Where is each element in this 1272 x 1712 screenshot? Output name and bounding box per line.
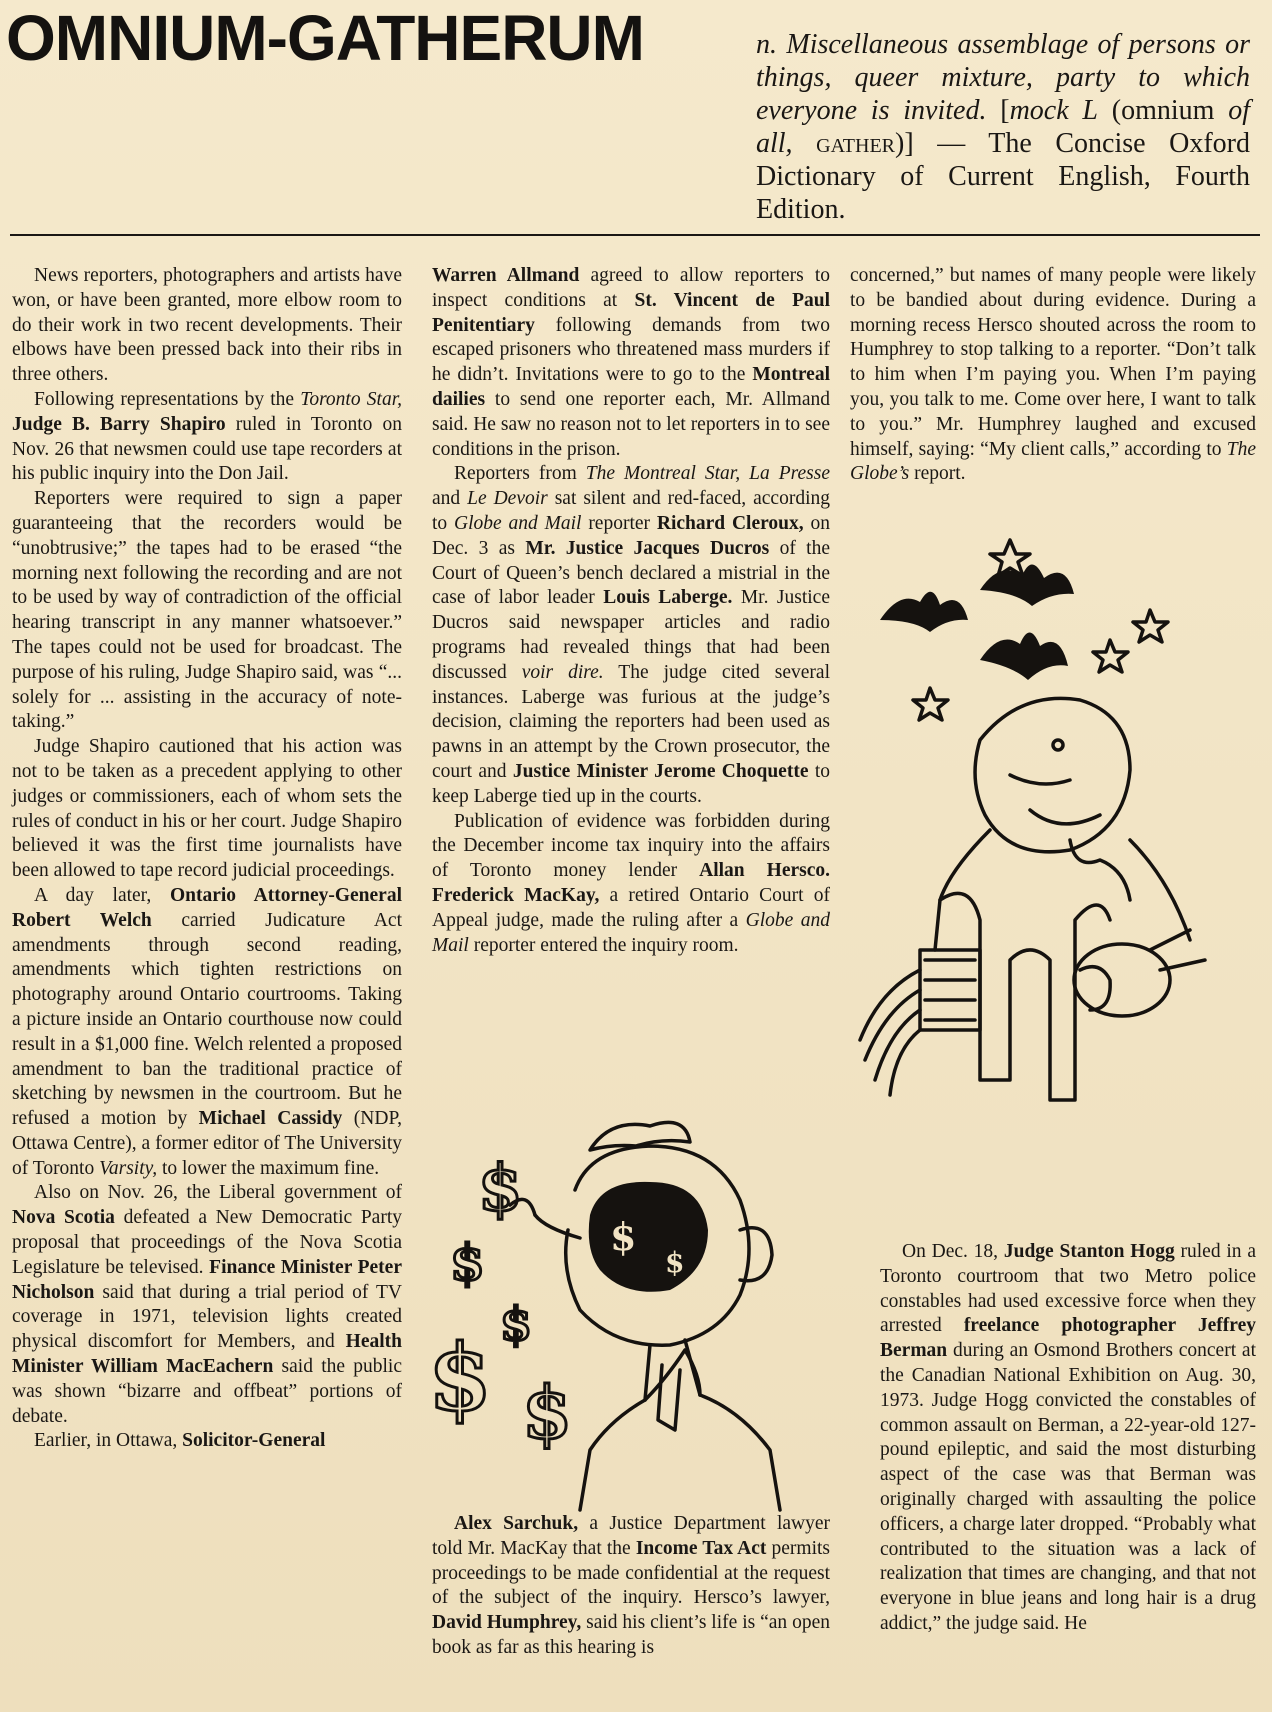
dollar-sign: $ (450, 1233, 485, 1292)
mouth-dollar-sign: $ (665, 1246, 685, 1279)
accordion-player-cartoon (860, 540, 1260, 1200)
paragraph: Also on Nov. 26, the Liberal government of Nova Scotia defeated a New Democratic Party proposal that proceedings of the Nova Scotia Legislature be televised. Finance Minister Peter Nicholson said that during a trial period of TV coverage in 1971, television lights created physical discomfort for Members, and Health Minister William MacEachern said the public was shown “bizarre and offbeat” portions of debate. (12, 1182, 402, 1427)
header-rule (10, 234, 1260, 236)
etym-close: )] (895, 128, 914, 159)
paragraph: A day later, Ontario Attorney-General Robert Welch carried Judicature Act amendments through second reading, amendments which tighten restrictions on photography around Ontario courtrooms. Taking a picture inside an Ontario courthouse now could result in a $1,000 fine. Welch relented a proposed amendment to ban the traditional practice of sketching by newsmen in the courtroom. But he refused a motion by Michael Cassidy (NDP, Ottawa Centre), a former editor of The University of Toronto Varsity, to lower the maximum fine. (12, 884, 402, 1179)
star-icon (990, 540, 1030, 576)
masthead-title: OMNIUM-GATHERUM (6, 2, 644, 74)
etym-mock: mock L (1009, 95, 1099, 126)
definition-source: — The Concise Oxford Dictionary of Current English, Fourth Edition. (756, 128, 1251, 225)
paragraph: Earlier, in Ottawa, Solicitor-General (34, 1430, 326, 1452)
paragraph: Warren Allmand agreed to allow reporters to inspect conditions at St. Vincent de Paul Penitentiary following demands from two escaped prisoners who threatened mass murders if he didn’t. Invitations were to go to the Montreal dailies to send one reporter each, Mr. Allmand said. He saw no reason not to let reporters in to see conditions in the prison. (432, 265, 830, 460)
dollar-sign: $ (428, 1324, 493, 1432)
bat-icon (880, 592, 968, 632)
column-2-continued (432, 1512, 830, 1661)
etym-open: [ (1000, 95, 1010, 126)
star-icon (1133, 610, 1168, 642)
paragraph: Publication of evidence was forbidden during the December income tax inquiry into the affairs of Toronto money lender Allan Hersco. Frederick MacKay, a retired Ontario Court of Appeal judge, made the ruling after a Globe and Mail reporter entered the inquiry room. (432, 810, 831, 956)
etym-paren: (omnium (1111, 95, 1215, 126)
etym-gather: gather (816, 128, 896, 159)
paragraph: On Dec. 18, Judge Stanton Hogg ruled in a Toronto courtroom that two Metro police constables had used excessive force when they arrested freelance photographer Jeffrey Berman during an Osmond Brothers concert at the Canadian National Exhibition on Aug. 30, 1973. Judge Hogg convicted the constables of common assault on Berman, a 22-year-old 127-pound epileptic, and said the most disturbing aspect of the case was that Berman was originally charged with assaulting the police officers, a charge later dropped. “Probably what contributed to the situation was a lack of realization that times are changing, and that not everyone in blue jeans and long hair is a drug addict,” the judge said. He (880, 1241, 1257, 1634)
column-2 (432, 264, 830, 958)
column-3 (850, 264, 1256, 487)
dictionary-definition (756, 28, 1250, 226)
dollar-sign: $ (500, 1297, 533, 1351)
paragraph: Judge Shapiro cautioned that his action was not to be taken as a precedent applying to other judges or commissioners, each of whom sets the rules of conduct in his or her court. Judge Shapiro believed it was the first time journalists have been allowed to tape record judicial proceedings. (12, 736, 402, 882)
column-1 (12, 264, 402, 1454)
column-3-continued (880, 1240, 1256, 1637)
paragraph: Following representations by the Toronto Star, Judge B. Barry Shapiro ruled in Toronto on Nov. 26 that newsmen could use tape recorders at his public inquiry into the Don Jail. (12, 388, 403, 485)
money-lender-cartoon (428, 1120, 840, 1510)
paragraph: News reporters, photographers and artists have won, or have been granted, more elbow room to do their work in two recent developments. Their elbows have been pressed back into their ribs in three others. (12, 265, 402, 386)
star-icon (1093, 640, 1128, 672)
paragraph: Reporters from The Montreal Star, La Presse and Le Devoir sat silent and red-faced, according to Globe and Mail reporter Richard Cleroux, on Dec. 3 as Mr. Justice Jacques Ducros of the Court of Queen’s bench declared a mistrial in the case of labor leader Louis Laberge. Mr. Justice Ducros said newspaper articles and radio programs had revealed things that had been discussed voir dire. The judge cited several instances. Laberge was furious at the judge’s decision, claiming the reporters had been used as pawns in an attempt by the Crown prosecutor, the court and Justice Minister Jerome Choquette to keep Laberge tied up in the courts. (432, 463, 831, 807)
accordion-player-drawing (860, 540, 1260, 1200)
paragraph: Alex Sarchuk, a Justice Department lawyer told Mr. MacKay that the Income Tax Act permits proceedings to be made confidential at the request of the subject of the inquiry. Hersco’s lawyer, David Humphrey, said his client’s life is “an open book as far as this hearing is (432, 1513, 831, 1658)
star-icon (913, 688, 948, 720)
definition-pos: n. (756, 29, 777, 60)
dollar-sign: $ (478, 1151, 523, 1226)
paragraph: Reporters were required to sign a paper guaranteeing that the recorders would be “unobtrusive;” the tapes had to be erased “the morning next following the recording and are not to be used by way of contradiction of the official hearing transcript in any manner whatsoever.” The tapes could not be used for broadcast. The purpose of his ruling, Judge Shapiro said, was “... solely for ... assisting in the accuracy of note-taking.” (12, 488, 402, 733)
bat-icon (980, 632, 1068, 680)
mouth-dollar-sign: $ (610, 1214, 637, 1259)
definition-meaning: Miscellaneous assemblage of persons or things, queer mixture, party to which everyone is invited. (756, 29, 1251, 126)
dollar-sign: $ (522, 1370, 573, 1455)
paragraph: concerned,” but names of many people were likely to be bandied about during evidence. During a morning recess Hersco shouted across the room to Humphrey to stop talking to a reporter. “Don’t talk to him when I’m paying you. When I’m paying you, you talk to me. Come over here, I want to talk to you.” Mr. Humphrey laughed and excused himself, saying: “My client calls,” according to The Globe’s report. (850, 265, 1256, 485)
bat-icon (980, 564, 1074, 606)
open-mouth (589, 1182, 708, 1292)
money-lender-drawing (428, 1120, 840, 1510)
etym-of-all: of all, (756, 95, 1251, 159)
